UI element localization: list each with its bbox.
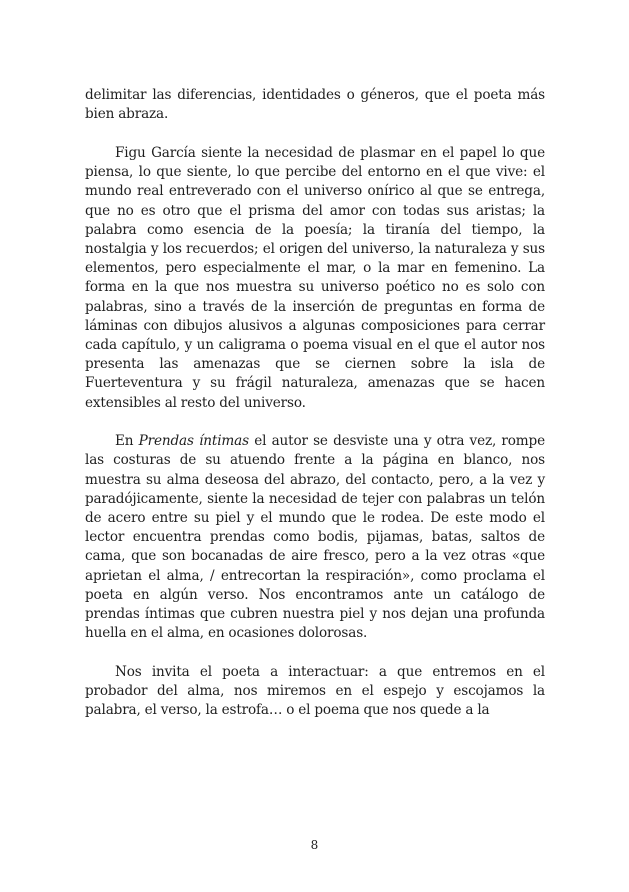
paragraph-figu-garcia — [85, 144, 545, 413]
paragraph-invitation — [85, 663, 545, 721]
paragraph-text: Figu García siente la necesidad de plasmar en el papel lo que piensa, lo que siente, lo que percibe del entorno en el que vive: el mundo real entreverado con el universo onírico al que se entrega, que no es otro que el prisma del amor con todas sus aristas; la palabra como esencia de la poesía; la tiranía del tiempo, la nostalgia y los recuerdos; el origen del universo, la naturaleza y sus elementos, pero especialmente el mar, o la mar en femenino. La forma en la que nos muestra su universo poético no es solo con palabras, sino a través de la inserción de preguntas en forma de láminas con dibujos alusivos a algunas composiciones para cerrar cada capítulo, y un caligrama o poema visual en el que el autor nos presenta las amenazas que se ciernen sobre la isla de Fuerteventura y su frágil naturaleza, amenazas que se hacen extensibles al resto del universo. — [85, 144, 545, 411]
page-body — [85, 86, 545, 721]
paragraph-prendas-intimas — [85, 432, 545, 643]
paragraph-text: Nos invita el poeta a interactuar: a que entremos en el probador del alma, nos miremos en el espejo y escojamos la palabra, el verso, la estrofa… o el poema que nos quede a la — [85, 663, 545, 719]
page-number: 8 — [310, 838, 319, 852]
paragraph-text: el autor se desviste una y otra vez, rompe las costuras de su atuendo frente a la página en blanco, nos muestra su alma deseosa del abrazo, del contacto, pero, a la vez y paradójicamente, siente la necesidad de tejer con palabras un telón de acero entre su piel y el mundo que le rodea. De este modo el lector encuentra prendas como bodis, pijamas, batas, saltos de cama, que son bocanadas de aire fresco, pero a la vez otras «que aprietan el alma, / entrecortan la respiración», como proclama el poeta en algún verso. Nos encontramos ante un catálogo de prendas íntimas que cubren nuestra piel y nos dejan una profunda huella en el alma, en ocasiones dolorosas. — [85, 433, 545, 642]
paragraph-text: delimitar las diferencias, identidades o géneros, que el poeta más bien abraza. — [85, 87, 545, 123]
book-title: Prendas íntimas — [138, 433, 249, 450]
paragraph-continuation — [85, 86, 545, 124]
paragraph-text: En — [115, 433, 139, 450]
